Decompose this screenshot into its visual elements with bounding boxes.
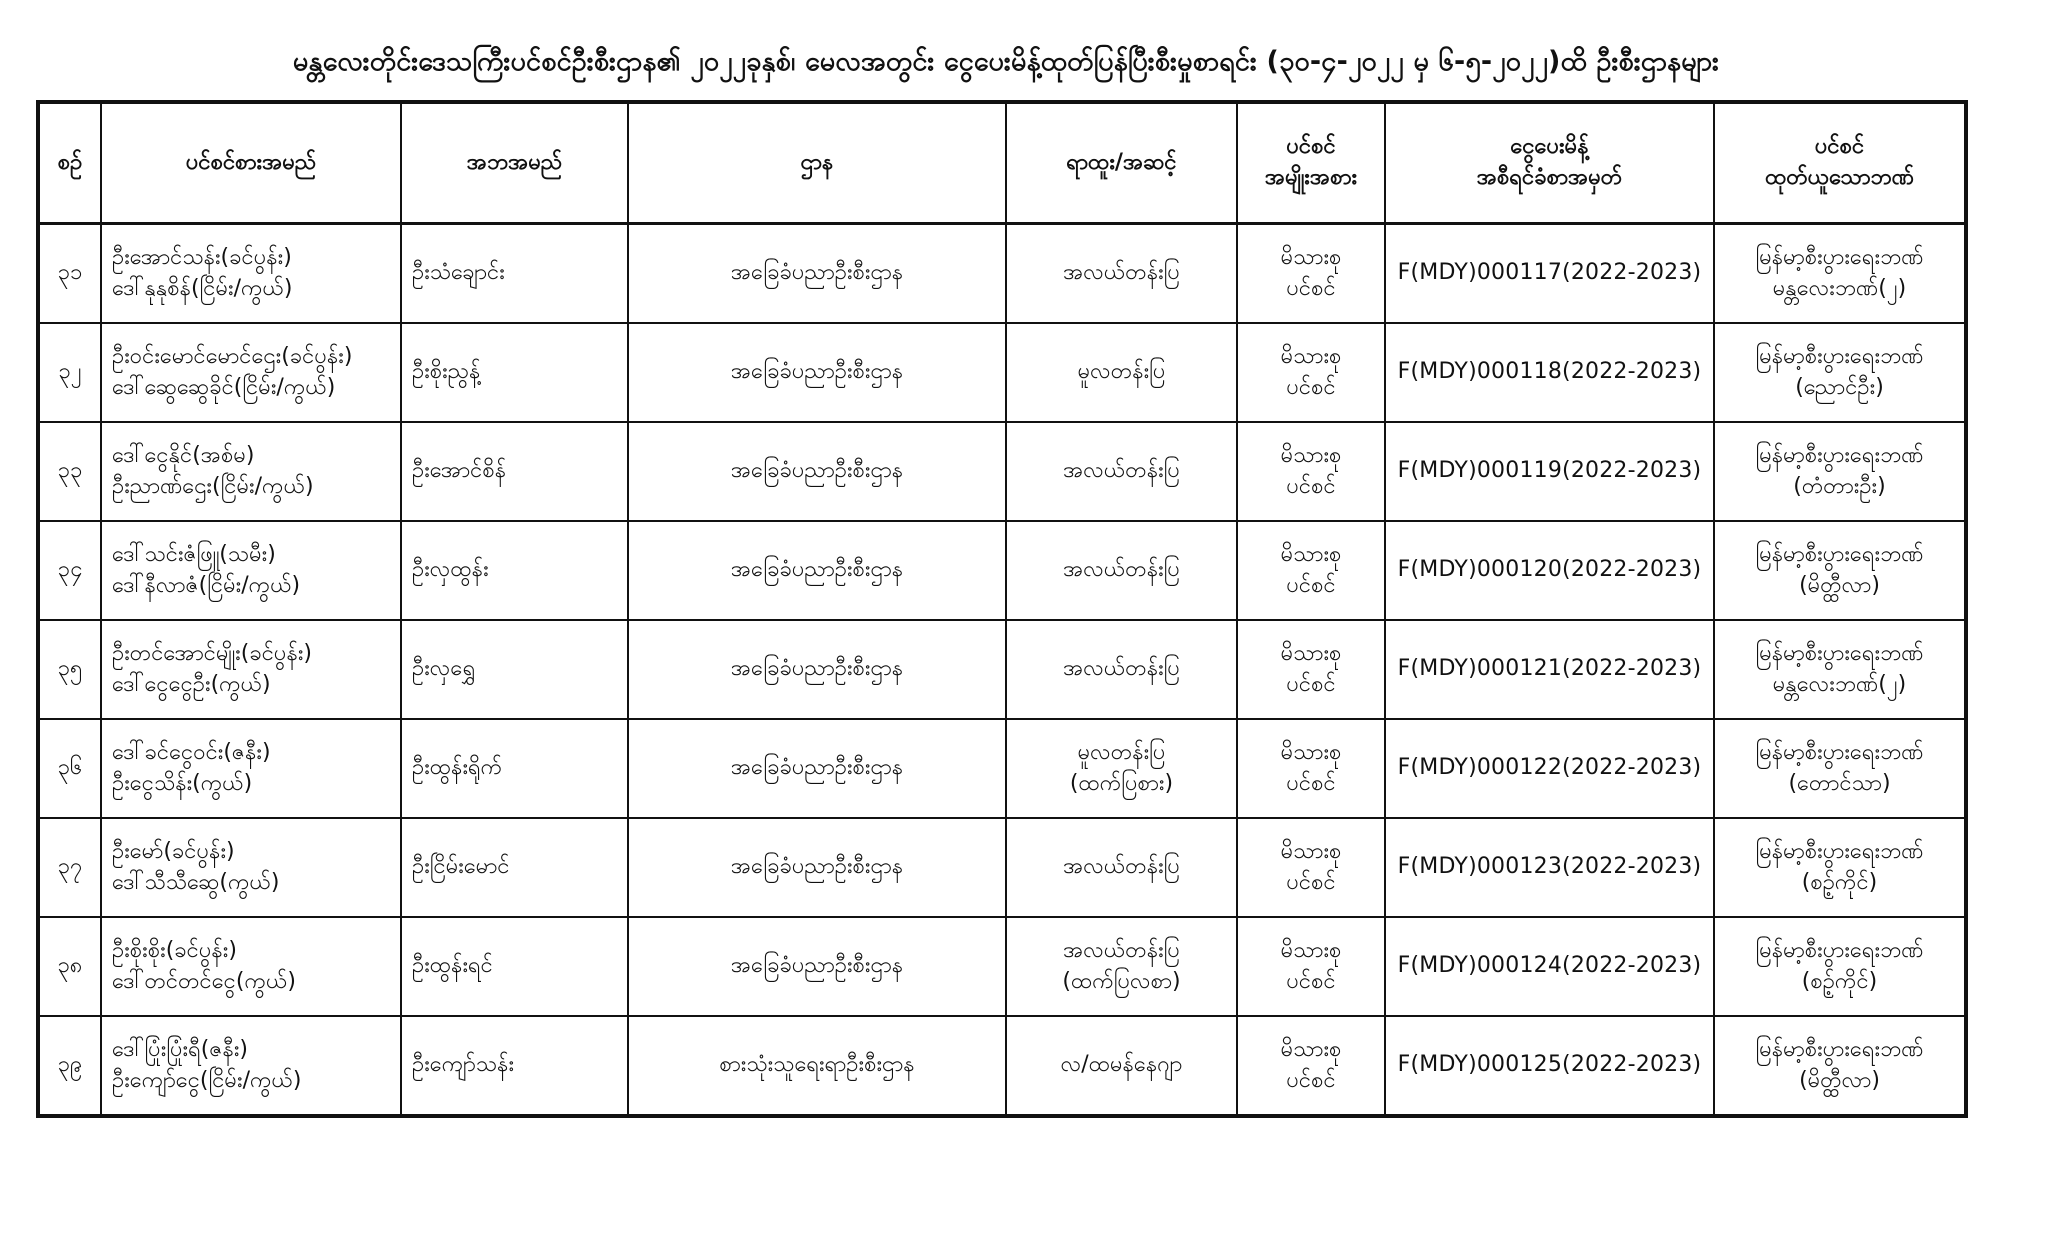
cell-pensioner-name: ဦးစိုးစိုး(ခင်ပွန်း) ဒေါ်တင်တင်ငွေ(ကွယ်): [101, 917, 401, 1016]
cell-rank: အလယ်တန်းပြ: [1006, 224, 1237, 324]
table-body: [38, 224, 1966, 1117]
cell-department: အခြေခံပညာဦးစီးဌာန: [628, 422, 1006, 521]
cell-serial-no: ၃၃: [38, 422, 101, 521]
cell-order-number: F(MDY)000121(2022-2023): [1385, 620, 1714, 719]
cell-bank: မြန်မာ့စီးပွားရေးဘဏ် (ညောင်ဦး): [1714, 323, 1966, 422]
cell-pension-type: မိသားစု ပင်စင်: [1237, 521, 1385, 620]
cell-department: အခြေခံပညာဦးစီးဌာန: [628, 323, 1006, 422]
cell-pensioner-name: ဒေါ်သင်းဇံဖြူ(သမီး) ဒေါ်နီလာဇံ(ငြိမ်း/ကွယ်): [101, 521, 401, 620]
cell-bank: မြန်မာ့စီးပွားရေးဘဏ် (စဉ့်ကိုင်): [1714, 917, 1966, 1016]
cell-rank: အလယ်တန်းပြ: [1006, 818, 1237, 917]
cell-father-name: ဦးလှထွန်း: [401, 521, 628, 620]
header-order-number: ငွေပေးမိန့် အစီရင်ခံစာအမှတ်: [1385, 102, 1714, 224]
pension-table: [36, 100, 1968, 1118]
cell-serial-no: ၃၂: [38, 323, 101, 422]
cell-serial-no: ၃၆: [38, 719, 101, 818]
header-pension-type: ပင်စင် အမျိုးအစား: [1237, 102, 1385, 224]
cell-serial-no: ၃၉: [38, 1016, 101, 1116]
cell-father-name: ဦးစိုးညွန့်: [401, 323, 628, 422]
cell-order-number: F(MDY)000122(2022-2023): [1385, 719, 1714, 818]
cell-bank: မြန်မာ့စီးပွားရေးဘဏ် (မိတ္ထီလာ): [1714, 521, 1966, 620]
cell-department: စားသုံးသူရေးရာဦးစီးဌာန: [628, 1016, 1006, 1116]
cell-department: အခြေခံပညာဦးစီးဌာန: [628, 620, 1006, 719]
cell-serial-no: ၃၅: [38, 620, 101, 719]
cell-father-name: ဦးအောင်စိန်: [401, 422, 628, 521]
cell-rank: အလယ်တန်းပြ (ထက်ပြလစာ): [1006, 917, 1237, 1016]
cell-pensioner-name: ဒေါ်ပြုံးပြုံးရီ(ဇနီး) ဦးကျော်ငွေ(ငြိမ်း/ကွယ်): [101, 1016, 401, 1116]
cell-pensioner-name: ဦးတင်အောင်မျိုး(ခင်ပွန်း) ဒေါ်ငွေငွေဦး(ကွယ်): [101, 620, 401, 719]
cell-serial-no: ၃၄: [38, 521, 101, 620]
header-pensioner-name: ပင်စင်စားအမည်: [101, 102, 401, 224]
cell-bank: မြန်မာ့စီးပွားရေးဘဏ် (တောင်သာ): [1714, 719, 1966, 818]
cell-bank: မြန်မာ့စီးပွားရေးဘဏ် (တံတားဦး): [1714, 422, 1966, 521]
cell-rank: အလယ်တန်းပြ: [1006, 620, 1237, 719]
cell-serial-no: ၃၇: [38, 818, 101, 917]
cell-pensioner-name: ဦးမော်(ခင်ပွန်း) ဒေါ်သီသီဆွေ(ကွယ်): [101, 818, 401, 917]
table-row: [38, 422, 1966, 521]
cell-father-name: ဦးသံချောင်း: [401, 224, 628, 324]
cell-rank: အလယ်တန်းပြ: [1006, 521, 1237, 620]
header-serial-no: စဉ်: [38, 102, 101, 224]
cell-rank: အလယ်တန်းပြ: [1006, 422, 1237, 521]
cell-rank: လ/ထမန်နေဂျာ: [1006, 1016, 1237, 1116]
cell-father-name: ဦးလှရွှေ: [401, 620, 628, 719]
table-row: [38, 521, 1966, 620]
cell-department: အခြေခံပညာဦးစီးဌာန: [628, 917, 1006, 1016]
cell-father-name: ဦးငြိမ်းမောင်: [401, 818, 628, 917]
table-row: [38, 323, 1966, 422]
cell-pension-type: မိသားစု ပင်စင်: [1237, 323, 1385, 422]
cell-order-number: F(MDY)000124(2022-2023): [1385, 917, 1714, 1016]
cell-pension-type: မိသားစု ပင်စင်: [1237, 917, 1385, 1016]
cell-order-number: F(MDY)000125(2022-2023): [1385, 1016, 1714, 1116]
cell-serial-no: ၃၈: [38, 917, 101, 1016]
cell-pensioner-name: ဦးအောင်သန်း(ခင်ပွန်း) ဒေါ်နုနုစိန်(ငြိမ်း/ကွယ်): [101, 224, 401, 324]
table-row: [38, 620, 1966, 719]
cell-bank: မြန်မာ့စီးပွားရေးဘဏ် (စဉ့်ကိုင်): [1714, 818, 1966, 917]
cell-father-name: ဦးထွန်းရိုက်: [401, 719, 628, 818]
cell-pensioner-name: ဦးဝင်းမောင်မောင်ဌေး(ခင်ပွန်း) ဒေါ်ဆွေဆွေခိုင်(ငြိမ်း/ကွယ်): [101, 323, 401, 422]
cell-order-number: F(MDY)000123(2022-2023): [1385, 818, 1714, 917]
cell-order-number: F(MDY)000118(2022-2023): [1385, 323, 1714, 422]
cell-pension-type: မိသားစု ပင်စင်: [1237, 1016, 1385, 1116]
cell-pension-type: မိသားစု ပင်စင်: [1237, 719, 1385, 818]
cell-serial-no: ၃၁: [38, 224, 101, 324]
cell-bank: မြန်မာ့စီးပွားရေးဘဏ် မန္တလေးဘဏ်(၂): [1714, 620, 1966, 719]
document-title: မန္တလေးတိုင်းဒေသကြီးပင်စင်ဦးစီးဌာန၏ ၂၀၂၂ခုနှစ်၊ မေလအတွင်း ငွေပေးမိန့်ထုတ်ပြန်ပြီးစီးမှုစာရင်း (၃၀-၄-၂၀၂၂ မှ ၆-၅-၂၀၂၂)ထိ ဦးစီးဌာနများ: [292, 46, 1720, 77]
cell-pension-type: မိသားစု ပင်စင်: [1237, 620, 1385, 719]
cell-department: အခြေခံပညာဦးစီးဌာန: [628, 521, 1006, 620]
cell-order-number: F(MDY)000119(2022-2023): [1385, 422, 1714, 521]
cell-pension-type: မိသားစု ပင်စင်: [1237, 224, 1385, 324]
cell-department: အခြေခံပညာဦးစီးဌာန: [628, 719, 1006, 818]
header-bank: ပင်စင် ထုတ်ယူသောဘဏ်: [1714, 102, 1966, 224]
cell-father-name: ဦးကျော်သန်း: [401, 1016, 628, 1116]
table-header-row: [38, 102, 1966, 224]
header-father-name: အဘအမည်: [401, 102, 628, 224]
cell-rank: မူလတန်းပြ: [1006, 323, 1237, 422]
cell-father-name: ဦးထွန်းရင်: [401, 917, 628, 1016]
cell-pensioner-name: ဒေါ်ငွေနိုင်(အစ်မ) ဦးညာဏ်ဌေး(ငြိမ်း/ကွယ်): [101, 422, 401, 521]
cell-bank: မြန်မာ့စီးပွားရေးဘဏ် (မိတ္ထီလာ): [1714, 1016, 1966, 1116]
cell-bank: မြန်မာ့စီးပွားရေးဘဏ် မန္တလေးဘဏ်(၂): [1714, 224, 1966, 324]
cell-rank: မူလတန်းပြ (ထက်ပြစား): [1006, 719, 1237, 818]
cell-department: အခြေခံပညာဦးစီးဌာန: [628, 224, 1006, 324]
cell-department: အခြေခံပညာဦးစီးဌာန: [628, 818, 1006, 917]
header-department: ဌာန: [628, 102, 1006, 224]
cell-pensioner-name: ဒေါ်ခင်ငွေဝင်း(ဇနီး) ဦးငွေသိန်း(ကွယ်): [101, 719, 401, 818]
cell-pension-type: မိသားစု ပင်စင်: [1237, 818, 1385, 917]
table-row: [38, 818, 1966, 917]
table-row: [38, 719, 1966, 818]
header-rank: ရာထူး/အဆင့်: [1006, 102, 1237, 224]
table-row: [38, 224, 1966, 324]
table-row: [38, 1016, 1966, 1116]
cell-order-number: F(MDY)000117(2022-2023): [1385, 224, 1714, 324]
cell-pension-type: မိသားစု ပင်စင်: [1237, 422, 1385, 521]
table-row: [38, 917, 1966, 1016]
cell-order-number: F(MDY)000120(2022-2023): [1385, 521, 1714, 620]
